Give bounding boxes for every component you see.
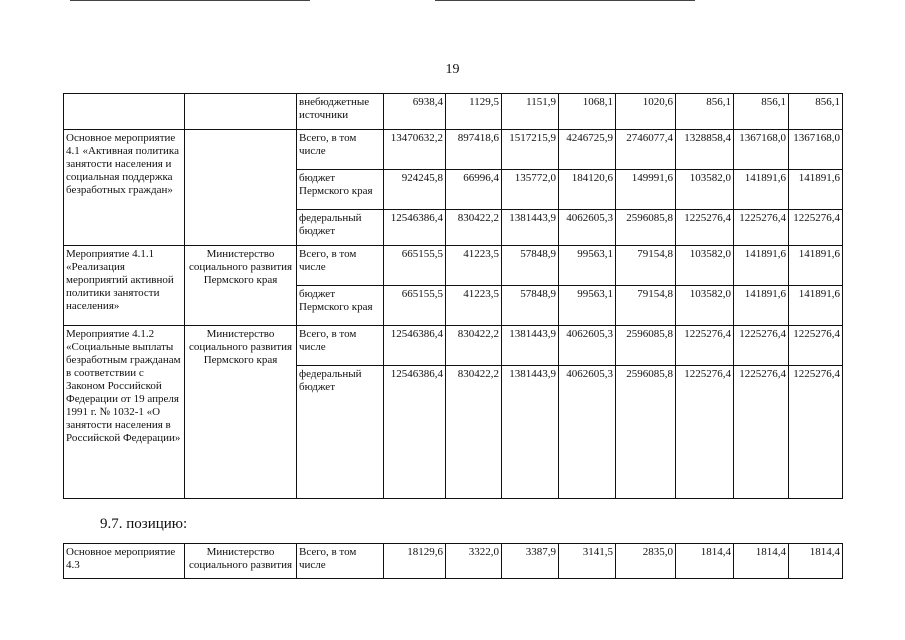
value-cell: 99563,1 (559, 246, 616, 286)
funding-source-cell: внебюджетные источники (297, 94, 384, 130)
value-cell: 4062605,3 (559, 326, 616, 366)
value-cell: 141891,6 (789, 246, 843, 286)
value-cell: 897418,6 (446, 130, 502, 170)
value-cell: 4246725,9 (559, 130, 616, 170)
value-cell: 830422,2 (446, 326, 502, 366)
value-cell: 856,1 (734, 94, 789, 130)
funding-source-cell: бюджет Пермского края (297, 286, 384, 326)
funding-source-cell: Всего, в том числе (297, 246, 384, 286)
value-cell: 4062605,3 (559, 210, 616, 246)
value-cell: 103582,0 (676, 246, 734, 286)
value-cell: 1020,6 (616, 94, 676, 130)
executor-cell: Министерство социального развития Пермского края (185, 326, 297, 499)
value-cell: 141891,6 (789, 170, 843, 210)
value-cell: 3387,9 (502, 544, 559, 579)
value-cell: 830422,2 (446, 210, 502, 246)
value-cell: 1225276,4 (734, 326, 789, 366)
value-cell: 6938,4 (384, 94, 446, 130)
table-row (64, 246, 843, 286)
funding-source-cell: Всего, в том числе (297, 326, 384, 366)
table-row (64, 94, 843, 130)
section-heading: 9.7. позицию: (100, 516, 188, 532)
funding-source-cell: федеральный бюджет (297, 210, 384, 246)
value-cell: 2596085,8 (616, 210, 676, 246)
funding-source-cell: Всего, в том числе (297, 130, 384, 170)
executor-cell (185, 130, 297, 246)
value-cell: 1328858,4 (676, 130, 734, 170)
value-cell: 103582,0 (676, 170, 734, 210)
value-cell: 1129,5 (446, 94, 502, 130)
value-cell: 79154,8 (616, 286, 676, 326)
funding-source-cell: федеральный бюджет (297, 366, 384, 499)
value-cell: 1814,4 (789, 544, 843, 579)
value-cell: 41223,5 (446, 286, 502, 326)
activity-name-cell: Мероприятие 4.1.2 «Социальные выплаты безработным гражданам в соответствии с Законом Российской Федерации от 19 апреля 1991 г. № 1032-1 «О занятости населения в Российской Федерации» (64, 326, 185, 499)
value-cell: 1225276,4 (676, 326, 734, 366)
value-cell: 3141,5 (559, 544, 616, 579)
activity-name-cell: Основное мероприятие 4.1 «Активная политика занятости населения и социальная поддержка безработных граждан» (64, 130, 185, 246)
value-cell: 66996,4 (446, 170, 502, 210)
value-cell: 1225276,4 (734, 366, 789, 499)
value-cell: 99563,1 (559, 286, 616, 326)
table-row (64, 326, 843, 366)
funding-source-cell: Всего, в том числе (297, 544, 384, 579)
value-cell: 1225276,4 (789, 326, 843, 366)
value-cell: 665155,5 (384, 286, 446, 326)
value-cell: 924245,8 (384, 170, 446, 210)
value-cell: 1068,1 (559, 94, 616, 130)
funding-source-cell: бюджет Пермского края (297, 170, 384, 210)
value-cell: 12546386,4 (384, 366, 446, 499)
value-cell: 856,1 (676, 94, 734, 130)
value-cell: 141891,6 (789, 286, 843, 326)
top-rule-right (435, 0, 695, 1)
value-cell: 2835,0 (616, 544, 676, 579)
value-cell: 830422,2 (446, 366, 502, 499)
top-rule-left (70, 0, 310, 1)
value-cell: 1814,4 (734, 544, 789, 579)
value-cell: 1151,9 (502, 94, 559, 130)
value-cell: 1367168,0 (789, 130, 843, 170)
value-cell: 12546386,4 (384, 326, 446, 366)
value-cell: 1381443,9 (502, 326, 559, 366)
value-cell: 13470632,2 (384, 130, 446, 170)
value-cell: 1225276,4 (789, 210, 843, 246)
value-cell: 2596085,8 (616, 366, 676, 499)
value-cell: 1225276,4 (734, 210, 789, 246)
main-table (63, 93, 843, 499)
value-cell: 4062605,3 (559, 366, 616, 499)
activity-name-cell (64, 94, 185, 130)
activity-name-cell: Мероприятие 4.1.1 «Реализация мероприятий активной политики занятости населения» (64, 246, 185, 326)
page-number: 19 (445, 62, 460, 77)
table-row (64, 130, 843, 170)
executor-cell: Министерство социального развития Пермского края (185, 246, 297, 326)
value-cell: 149991,6 (616, 170, 676, 210)
value-cell: 1517215,9 (502, 130, 559, 170)
value-cell: 141891,6 (734, 246, 789, 286)
value-cell: 2746077,4 (616, 130, 676, 170)
value-cell: 1225276,4 (676, 366, 734, 499)
value-cell: 856,1 (789, 94, 843, 130)
value-cell: 1225276,4 (789, 366, 843, 499)
value-cell: 2596085,8 (616, 326, 676, 366)
activity-name-cell: Основное мероприятие 4.3 (64, 544, 185, 579)
value-cell: 141891,6 (734, 170, 789, 210)
value-cell: 57848,9 (502, 286, 559, 326)
value-cell: 141891,6 (734, 286, 789, 326)
value-cell: 103582,0 (676, 286, 734, 326)
value-cell: 184120,6 (559, 170, 616, 210)
value-cell: 12546386,4 (384, 210, 446, 246)
value-cell: 18129,6 (384, 544, 446, 579)
value-cell: 3322,0 (446, 544, 502, 579)
value-cell: 1367168,0 (734, 130, 789, 170)
executor-cell: Министерство социального развития (185, 544, 297, 579)
value-cell: 57848,9 (502, 246, 559, 286)
value-cell: 665155,5 (384, 246, 446, 286)
value-cell: 135772,0 (502, 170, 559, 210)
value-cell: 1381443,9 (502, 210, 559, 246)
value-cell: 41223,5 (446, 246, 502, 286)
executor-cell (185, 94, 297, 130)
value-cell: 79154,8 (616, 246, 676, 286)
value-cell: 1814,4 (676, 544, 734, 579)
value-cell: 1381443,9 (502, 366, 559, 499)
table-row (64, 544, 843, 579)
second-table (63, 543, 843, 579)
value-cell: 1225276,4 (676, 210, 734, 246)
